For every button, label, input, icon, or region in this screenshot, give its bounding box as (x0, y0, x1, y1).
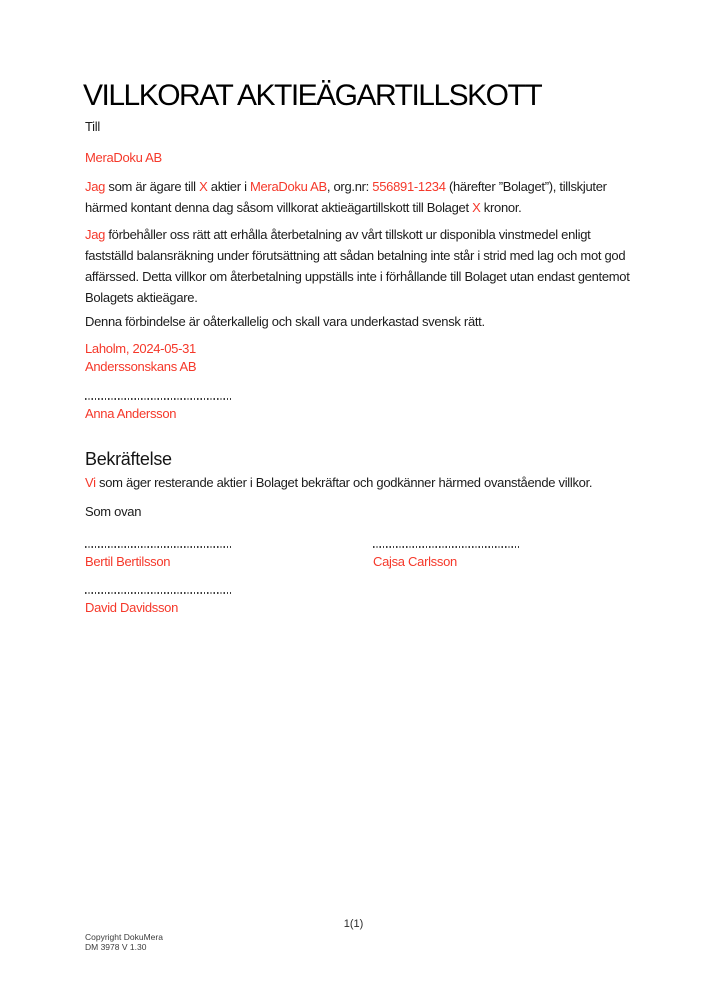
signature-name: Anna Andersson (85, 406, 177, 421)
field-place-date: Laholm, 2024-05-31 (85, 341, 196, 356)
text-run: , org.nr: (326, 179, 373, 194)
contribution-paragraph (85, 176, 640, 218)
irrevocable-paragraph: Denna förbindelse är oåterkallelig och skall vara underkastad svensk rätt. (85, 314, 485, 329)
field-signer-company: Anderssonskans AB (85, 359, 197, 374)
text-run: som äger resterande aktier i Bolaget bekräftar och godkänner härmed ovanstående villkor. (95, 475, 593, 490)
signature-line (85, 592, 231, 594)
document-title: VILLKORAT AKTIEÄGARTILLSKOTT (83, 79, 542, 112)
field-contributor-pronoun: Jag (85, 179, 106, 194)
text-run: som är ägare till (105, 179, 200, 194)
field-company-name: MeraDoku AB (249, 179, 327, 194)
field-share-count: X (199, 179, 208, 194)
signature-name: Cajsa Carlsson (373, 554, 457, 569)
field-org-number: 556891-1234 (372, 179, 446, 194)
to-label: Till (85, 119, 100, 134)
signature-line (85, 546, 231, 548)
signature-name: David Davidsson (85, 600, 179, 615)
confirmation-paragraph (85, 472, 640, 493)
field-contributor-pronoun: Jag (85, 227, 106, 242)
signature-block-3 (373, 546, 519, 570)
signature-line (85, 398, 231, 400)
footer-copyright (85, 932, 163, 952)
page-number: 1(1) (343, 918, 364, 930)
signature-block-2 (85, 546, 231, 570)
signature-block-1 (85, 398, 231, 422)
field-confirmers-pronoun: Vi (85, 475, 96, 490)
copyright-line: Copyright DokuMera (85, 932, 163, 942)
recipient-company-name: MeraDoku AB (85, 150, 162, 165)
confirmation-heading: Bekräftelse (85, 449, 172, 469)
text-run: kronor. (480, 200, 522, 215)
text-run: förbehåller oss rätt att erhålla återbetalning av vårt tillskott ur disponibla vinstmedel enligt fastställd balansräkning under förutsättning att sådan betalning inte står i strid med lag och mot god affärssed. Detta villkor om återbetalning uppställs inte i förhållande till Bolaget utan endast gentemot Bolagets aktieägare. (85, 227, 630, 305)
field-amount: X (472, 200, 481, 215)
signature-name: Bertil Bertilsson (85, 554, 171, 569)
place-date-block (85, 340, 196, 376)
signature-line (373, 546, 519, 548)
repayment-terms-paragraph (85, 224, 640, 308)
text-run: (härefter ”Bolaget”), tillskjuter härmed kontant denna dag såsom villkorat aktieägartillskott till Bolaget (85, 179, 607, 215)
signature-block-4 (85, 592, 231, 616)
text-run: aktier i (207, 179, 250, 194)
som-ovan-label: Som ovan (85, 504, 142, 519)
document-code: DM 3978 V 1.30 (85, 942, 147, 952)
